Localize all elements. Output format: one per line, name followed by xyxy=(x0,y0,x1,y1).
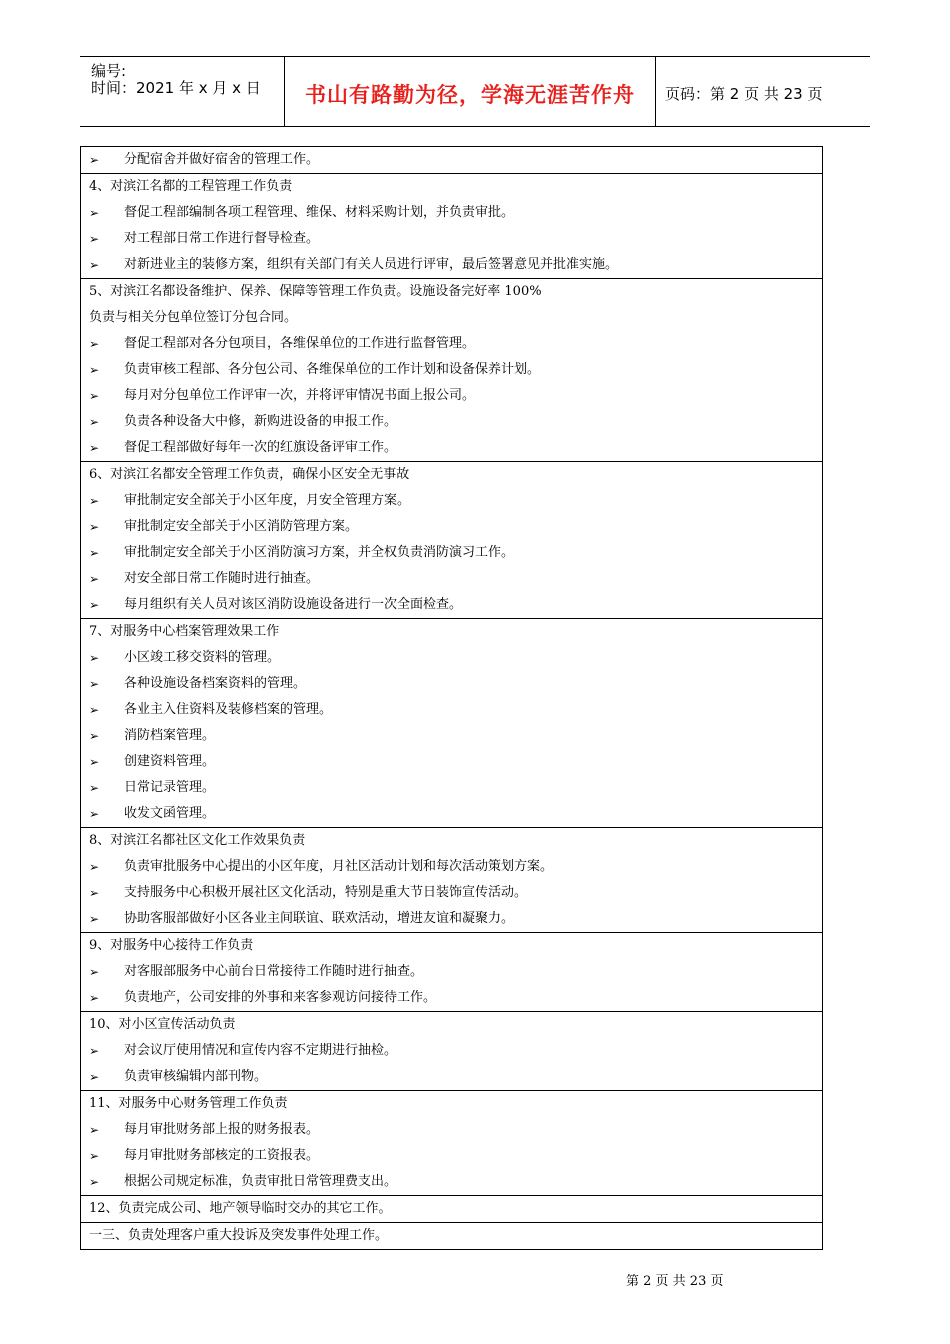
duty-item-text: 负责审核编辑内部刊物。 xyxy=(124,1069,268,1084)
arrow-bullet-icon: ➢ xyxy=(89,153,100,167)
duty-item-text: 督促工程部做好每年一次的红旗设备评审工作。 xyxy=(124,440,398,455)
duty-section xyxy=(81,173,822,278)
document-number: 编号: xyxy=(91,62,127,80)
duty-item xyxy=(81,383,822,409)
arrow-bullet-icon: ➢ xyxy=(89,1149,100,1163)
duty-item-text: 督促工程部编制各项工程管理、维保、材料采购计划，并负责审批。 xyxy=(124,205,515,220)
arrow-bullet-icon: ➢ xyxy=(89,441,100,455)
arrow-bullet-icon: ➢ xyxy=(89,1070,100,1084)
duty-item xyxy=(81,252,822,278)
arrow-bullet-icon: ➢ xyxy=(89,912,100,926)
arrow-bullet-icon: ➢ xyxy=(89,337,100,351)
duty-section xyxy=(81,461,822,618)
arrow-bullet-icon: ➢ xyxy=(89,1044,100,1058)
duty-item-text: 每月对分包单位工作评审一次，并将评审情况书面上报公司。 xyxy=(124,388,476,403)
duty-item xyxy=(81,331,822,357)
duty-item xyxy=(81,1117,822,1143)
duty-item-text: 负责审核工程部、各分包公司、各维保单位的工作计划和设备保养计划。 xyxy=(124,362,541,377)
duty-item xyxy=(81,1064,822,1090)
arrow-bullet-icon: ➢ xyxy=(89,598,100,612)
duty-section xyxy=(81,618,822,827)
page-footer: 第 2 页 共 23 页 xyxy=(626,1274,724,1289)
arrow-bullet-icon: ➢ xyxy=(89,703,100,717)
arrow-bullet-icon: ➢ xyxy=(89,807,100,821)
duty-item xyxy=(81,409,822,435)
duty-item xyxy=(81,801,822,827)
arrow-bullet-icon: ➢ xyxy=(89,546,100,560)
duty-item xyxy=(81,880,822,906)
duty-item xyxy=(81,514,822,540)
duty-item xyxy=(81,200,822,226)
section-title: 5、对滨江名都设备维护、保养、保障等管理工作负责。设施设备完好率 100% xyxy=(89,284,542,299)
duty-section xyxy=(81,1222,822,1249)
section-title: 6、对滨江名都安全管理工作负责，确保小区安全无事故 xyxy=(89,467,410,482)
duty-section xyxy=(81,1090,822,1195)
duty-item-text: 创建资料管理。 xyxy=(124,754,216,769)
duty-section xyxy=(81,147,822,173)
section-title: 9、对服务中心接待工作负责 xyxy=(89,938,254,953)
arrow-bullet-icon: ➢ xyxy=(89,206,100,220)
duty-item xyxy=(81,540,822,566)
duty-item xyxy=(81,697,822,723)
duty-section xyxy=(81,932,822,1011)
duty-item-text: 对工程部日常工作进行督导检查。 xyxy=(124,231,320,246)
arrow-bullet-icon: ➢ xyxy=(89,651,100,665)
duty-section xyxy=(81,827,822,932)
duty-item xyxy=(81,854,822,880)
duty-item xyxy=(81,985,822,1011)
duty-item-text: 各种设施设备档案资料的管理。 xyxy=(124,676,307,691)
duty-item xyxy=(81,775,822,801)
duty-item xyxy=(81,226,822,252)
header-motto: 书山有路勤为径，学海无涯苦作舟 xyxy=(305,83,635,107)
duty-item-text: 根据公司规定标准，负责审批日常管理费支出。 xyxy=(124,1174,398,1189)
duty-section xyxy=(81,278,822,461)
header-page-cell xyxy=(655,57,870,126)
duty-item-text: 审批制定安全部关于小区年度，月安全管理方案。 xyxy=(124,493,411,508)
section-title: 11、对服务中心财务管理工作负责 xyxy=(89,1096,288,1111)
arrow-bullet-icon: ➢ xyxy=(89,965,100,979)
duty-item xyxy=(81,147,822,173)
header-meta xyxy=(80,57,284,126)
duty-item xyxy=(81,1143,822,1169)
duty-item-text: 负责审批服务中心提出的小区年度，月社区活动计划和每次活动策划方案。 xyxy=(124,859,554,874)
arrow-bullet-icon: ➢ xyxy=(89,363,100,377)
duty-item xyxy=(81,435,822,461)
duty-item xyxy=(81,906,822,932)
duty-item-text: 督促工程部对各分包项目，各维保单位的工作进行监督管理。 xyxy=(124,336,476,351)
duty-item xyxy=(81,357,822,383)
section-title: 8、对滨江名都社区文化工作效果负责 xyxy=(89,833,306,848)
duty-item xyxy=(81,1169,822,1195)
duty-item-text: 审批制定安全部关于小区消防管理方案。 xyxy=(124,519,359,534)
duty-item xyxy=(81,592,822,618)
section-title: 7、对服务中心档案管理效果工作 xyxy=(89,624,280,639)
arrow-bullet-icon: ➢ xyxy=(89,886,100,900)
arrow-bullet-icon: ➢ xyxy=(89,258,100,272)
arrow-bullet-icon: ➢ xyxy=(89,729,100,743)
duty-item xyxy=(81,959,822,985)
arrow-bullet-icon: ➢ xyxy=(89,991,100,1005)
header-page-info: 页码：第 2 页 共 23 页 xyxy=(665,85,823,103)
duty-item-text: 每月组织有关人员对该区消防设施设备进行一次全面检查。 xyxy=(124,597,463,612)
duty-item-text: 每月审批财务部核定的工资报表。 xyxy=(124,1148,320,1163)
duty-item-text: 各业主入住资料及装修档案的管理。 xyxy=(124,702,333,717)
arrow-bullet-icon: ➢ xyxy=(89,1175,100,1189)
duty-item-text: 对安全部日常工作随时进行抽查。 xyxy=(124,571,320,586)
section-title: 一三、负责处理客户重大投诉及突发事件处理工作。 xyxy=(89,1228,389,1243)
duty-section xyxy=(81,1195,822,1222)
arrow-bullet-icon: ➢ xyxy=(89,1123,100,1137)
duty-item xyxy=(81,749,822,775)
duty-item-text: 日常记录管理。 xyxy=(124,780,216,795)
duty-item xyxy=(81,723,822,749)
duty-item xyxy=(81,671,822,697)
duty-item-text: 协助客服部做好小区各业主间联谊、联欢活动，增进友谊和凝聚力。 xyxy=(124,911,515,926)
page-header xyxy=(80,56,870,127)
duty-item xyxy=(81,1038,822,1064)
duty-item-text: 收发文函管理。 xyxy=(124,806,216,821)
duty-item xyxy=(81,645,822,671)
arrow-bullet-icon: ➢ xyxy=(89,677,100,691)
header-motto-cell xyxy=(284,57,656,126)
arrow-bullet-icon: ➢ xyxy=(89,232,100,246)
section-title: 4、对滨江名都的工程管理工作负责 xyxy=(89,179,293,194)
arrow-bullet-icon: ➢ xyxy=(89,781,100,795)
section-title: 10、对小区宣传活动负责 xyxy=(89,1017,236,1032)
duty-item-text: 消防档案管理。 xyxy=(124,728,216,743)
duty-item-text: 分配宿舍并做好宿舍的管理工作。 xyxy=(124,152,320,167)
duty-item xyxy=(81,488,822,514)
duty-item xyxy=(81,566,822,592)
duty-section xyxy=(81,1011,822,1090)
duty-item-text: 对会议厅使用情况和宣传内容不定期进行抽检。 xyxy=(124,1043,398,1058)
arrow-bullet-icon: ➢ xyxy=(89,572,100,586)
arrow-bullet-icon: ➢ xyxy=(89,860,100,874)
section-text: 负责与相关分包单位签订分包合同。 xyxy=(89,310,298,325)
duty-item-text: 对客服部服务中心前台日常接待工作随时进行抽查。 xyxy=(124,964,424,979)
section-title: 12、负责完成公司、地产领导临时交办的其它工作。 xyxy=(89,1201,392,1216)
duty-item-text: 小区竣工移交资料的管理。 xyxy=(124,650,281,665)
duty-item-text: 对新进业主的装修方案，组织有关部门有关人员进行评审，最后签署意见并批准实施。 xyxy=(124,257,619,272)
document-date: 时间：2021 年 x 月 x 日 xyxy=(91,79,261,97)
arrow-bullet-icon: ➢ xyxy=(89,494,100,508)
duty-item-text: 支持服务中心积极开展社区文化活动，特别是重大节日装饰宣传活动。 xyxy=(124,885,528,900)
arrow-bullet-icon: ➢ xyxy=(89,755,100,769)
arrow-bullet-icon: ➢ xyxy=(89,415,100,429)
duty-item-text: 负责各种设备大中修，新购进设备的申报工作。 xyxy=(124,414,398,429)
duty-item-text: 审批制定安全部关于小区消防演习方案，并全权负责消防演习工作。 xyxy=(124,545,515,560)
duty-item-text: 负责地产，公司安排的外事和来客参观访问接待工作。 xyxy=(124,990,437,1005)
arrow-bullet-icon: ➢ xyxy=(89,520,100,534)
duties-table xyxy=(80,146,823,1250)
duty-item-text: 每月审批财务部上报的财务报表。 xyxy=(124,1122,320,1137)
arrow-bullet-icon: ➢ xyxy=(89,389,100,403)
